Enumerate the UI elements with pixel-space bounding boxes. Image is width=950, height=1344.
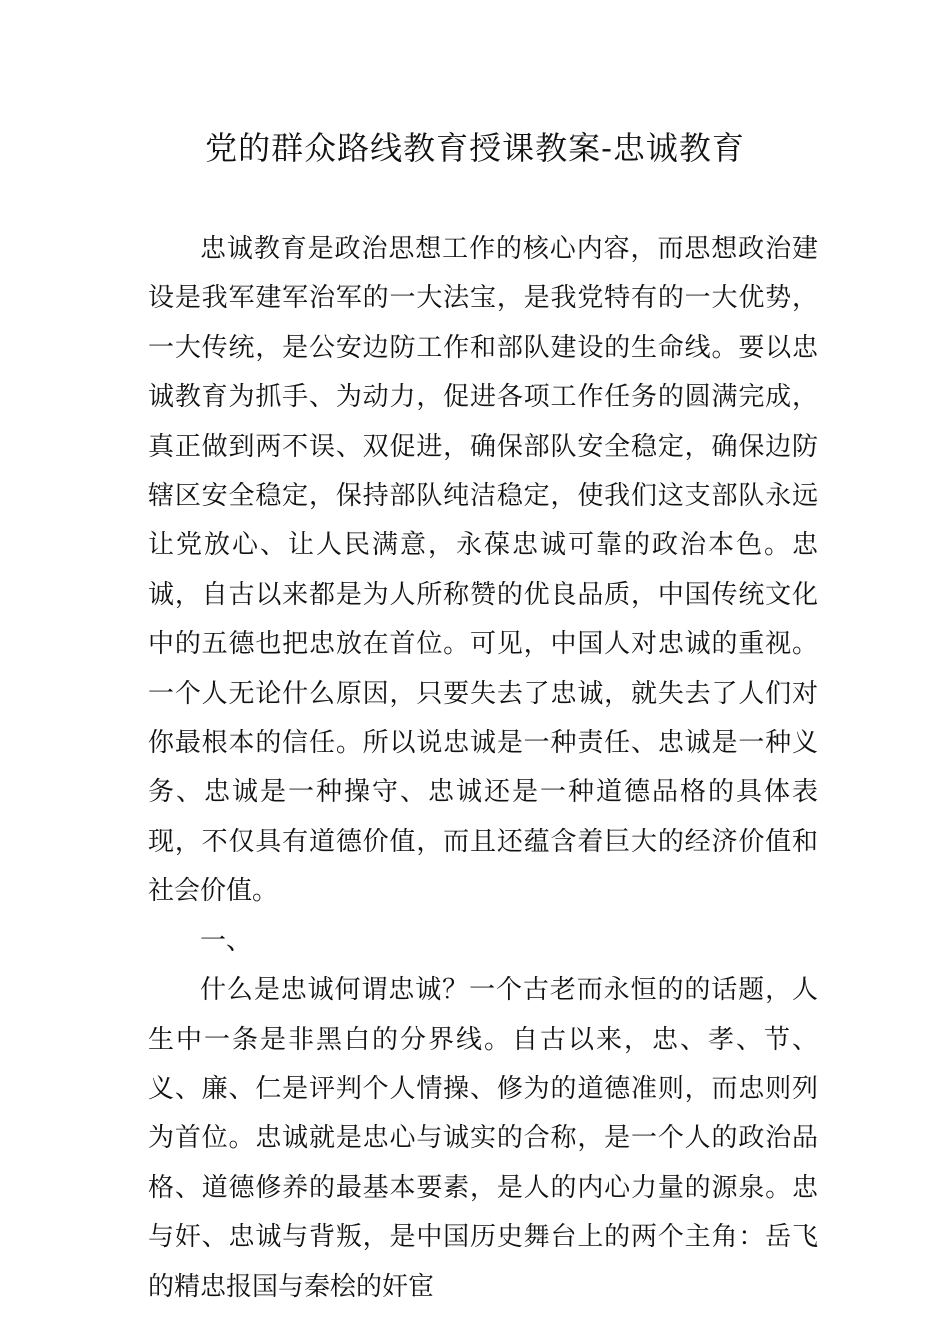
section-heading-one: 一、: [200, 925, 253, 956]
document-body: [148, 225, 818, 1312]
paragraph-intro: 忠诚教育是政治思想工作的核心内容，而思想政治建设是我军建军治军的一大法宝，是我党特有的一大优势，一大传统，是公安边防工作和部队建设的生命线。要以忠诚教育为抓手、为动力，促进各项工作任务的圆满完成，真正做到两不误、双促进，确保部队安全稳定，确保边防辖区安全稳定，保持部队纯洁稳定，使我们这支部队永远让党放心、让人民满意，永葆忠诚可靠的政治本色。忠诚，自古以来都是为人所称赞的优良品质，中国传统文化中的五德也把忠放在首位。可见，中国人对忠诚的重视。一个人无论什么原因，只要失去了忠诚，就失去了人们对你最根本的信任。所以说忠诚是一种责任、忠诚是一种义务、忠诚是一种操守、忠诚还是一种道德品格的具体表现，不仅具有道德价值，而且还蕴含着巨大的经济价值和社会价值。: [148, 234, 818, 907]
paragraph-what-is-loyalty: 什么是忠诚何谓忠诚？一个古老而永恒的的话题，人生中一条是非黑白的分界线。自古以来，忠、孝、节、义、廉、仁是评判个人情操、修为的道德准则，而忠则列为首位。忠诚就是忠心与诚实的合称，是一个人的政治品格、道德修养的最基本要素，是人的内心力量的源泉。忠与奸、忠诚与背叛，是中国历史舞台上的两个主角：岳飞的精忠报国与秦桧的奸宦: [148, 975, 818, 1302]
document-title: 党的群众路线教育授课教案-忠诚教育: [205, 129, 745, 167]
